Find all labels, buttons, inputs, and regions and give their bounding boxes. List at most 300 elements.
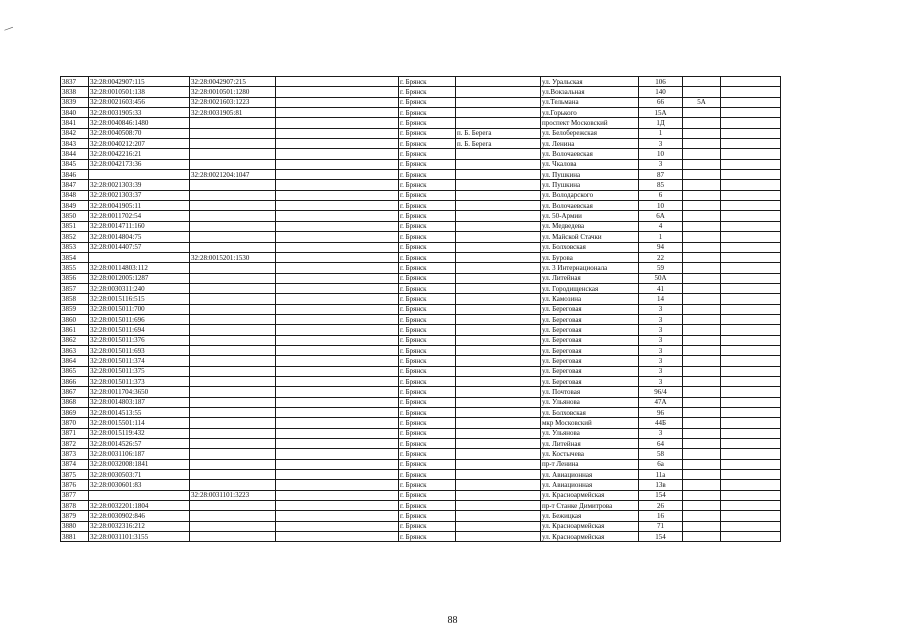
- house-number-cell: 26: [639, 501, 683, 511]
- row-number: 3838: [61, 87, 89, 97]
- cadastral-number-building: [190, 232, 276, 242]
- blank-cell-end: [721, 449, 781, 459]
- table-row: [61, 449, 781, 459]
- table-row: [61, 490, 781, 500]
- blank-cell-end: [721, 159, 781, 169]
- street-cell: мкр Московский: [541, 418, 639, 428]
- cadastral-number-building: [190, 221, 276, 231]
- house-number-cell: 94: [639, 242, 683, 252]
- blank-cell: [276, 263, 399, 273]
- house-number-cell: 1: [639, 128, 683, 138]
- street-cell: ул. 50-Армии: [541, 211, 639, 221]
- settlement-cell: [456, 211, 541, 221]
- city-cell: г. Брянск: [399, 397, 456, 407]
- cadastral-number: 32:28:0015011:694: [89, 325, 190, 335]
- blank-cell-end: [721, 232, 781, 242]
- row-number: 3841: [61, 118, 89, 128]
- city-cell: г. Брянск: [399, 221, 456, 231]
- street-cell: проспект Московский: [541, 118, 639, 128]
- house-number-cell: 14: [639, 294, 683, 304]
- settlement-cell: [456, 356, 541, 366]
- blank-cell: [276, 325, 399, 335]
- street-cell: ул.Горького: [541, 108, 639, 118]
- house-number-cell: 13в: [639, 480, 683, 490]
- blank-cell: [276, 170, 399, 180]
- blank-cell: [276, 128, 399, 138]
- row-number: 3839: [61, 97, 89, 107]
- blank-cell: [276, 408, 399, 418]
- building-cell: [683, 108, 721, 118]
- blank-cell-end: [721, 439, 781, 449]
- street-cell: ул. Авиационная: [541, 470, 639, 480]
- building-cell: [683, 252, 721, 262]
- row-number: 3861: [61, 325, 89, 335]
- city-cell: г. Брянск: [399, 521, 456, 531]
- city-cell: г. Брянск: [399, 428, 456, 438]
- cadastral-number-building: [190, 366, 276, 376]
- house-number-cell: 6а: [639, 459, 683, 469]
- street-cell: ул. Костычева: [541, 449, 639, 459]
- settlement-cell: [456, 511, 541, 521]
- settlement-cell: [456, 449, 541, 459]
- cadastral-number-building: [190, 356, 276, 366]
- street-cell: ул. Чкалова: [541, 159, 639, 169]
- row-number: 3863: [61, 345, 89, 355]
- settlement-cell: [456, 521, 541, 531]
- cadastral-number-building: [190, 501, 276, 511]
- settlement-cell: п. Б. Берега: [456, 139, 541, 149]
- house-number-cell: 64: [639, 439, 683, 449]
- building-cell: [683, 139, 721, 149]
- house-number-cell: 3: [639, 314, 683, 324]
- row-number: 3851: [61, 221, 89, 231]
- settlement-cell: [456, 428, 541, 438]
- building-cell: [683, 201, 721, 211]
- blank-cell: [276, 211, 399, 221]
- cadastral-number: 32:28:0031106:187: [89, 449, 190, 459]
- settlement-cell: [456, 283, 541, 293]
- city-cell: г. Брянск: [399, 263, 456, 273]
- cadastral-number: 32:28:00114803:112: [89, 263, 190, 273]
- house-number-cell: 3: [639, 335, 683, 345]
- city-cell: г. Брянск: [399, 532, 456, 542]
- settlement-cell: [456, 149, 541, 159]
- cadastral-number-building: [190, 263, 276, 273]
- city-cell: г. Брянск: [399, 449, 456, 459]
- building-cell: [683, 490, 721, 500]
- street-cell: ул. Бурова: [541, 252, 639, 262]
- building-cell: 5А: [683, 97, 721, 107]
- blank-cell: [276, 242, 399, 252]
- blank-cell-end: [721, 490, 781, 500]
- row-number: 3875: [61, 470, 89, 480]
- street-cell: ул. Болховская: [541, 242, 639, 252]
- blank-cell-end: [721, 408, 781, 418]
- blank-cell: [276, 283, 399, 293]
- settlement-cell: [456, 366, 541, 376]
- blank-cell: [276, 190, 399, 200]
- table-row: [61, 190, 781, 200]
- house-number-cell: 154: [639, 532, 683, 542]
- blank-cell-end: [721, 501, 781, 511]
- street-cell: ул. Береговая: [541, 325, 639, 335]
- street-cell: ул. Володарского: [541, 190, 639, 200]
- settlement-cell: [456, 335, 541, 345]
- table-row: [61, 325, 781, 335]
- blank-cell: [276, 180, 399, 190]
- settlement-cell: [456, 470, 541, 480]
- cadastral-number: [89, 170, 190, 180]
- blank-cell-end: [721, 325, 781, 335]
- settlement-cell: [456, 221, 541, 231]
- blank-cell: [276, 387, 399, 397]
- table-row: [61, 501, 781, 511]
- blank-cell-end: [721, 480, 781, 490]
- row-number: 3869: [61, 408, 89, 418]
- city-cell: г. Брянск: [399, 511, 456, 521]
- blank-cell: [276, 108, 399, 118]
- house-number-cell: 87: [639, 170, 683, 180]
- table-row: [61, 87, 781, 97]
- city-cell: г. Брянск: [399, 294, 456, 304]
- city-cell: г. Брянск: [399, 190, 456, 200]
- blank-cell: [276, 366, 399, 376]
- row-number: 3879: [61, 511, 89, 521]
- cadastral-number-building: [190, 345, 276, 355]
- row-number: 3855: [61, 263, 89, 273]
- blank-cell-end: [721, 263, 781, 273]
- cadastral-number-building: [190, 201, 276, 211]
- cadastral-number-building: [190, 439, 276, 449]
- cadastral-number: 32:28:0015011:693: [89, 345, 190, 355]
- table-row: [61, 428, 781, 438]
- row-number: 3866: [61, 376, 89, 386]
- house-number-cell: 85: [639, 180, 683, 190]
- building-cell: [683, 314, 721, 324]
- blank-cell: [276, 304, 399, 314]
- city-cell: г. Брянск: [399, 273, 456, 283]
- building-cell: [683, 532, 721, 542]
- blank-cell: [276, 118, 399, 128]
- blank-cell-end: [721, 283, 781, 293]
- row-number: 3873: [61, 449, 89, 459]
- house-number-cell: 96/4: [639, 387, 683, 397]
- blank-cell: [276, 480, 399, 490]
- blank-cell: [276, 356, 399, 366]
- blank-cell-end: [721, 387, 781, 397]
- cadastral-number: 32:28:0040212:207: [89, 139, 190, 149]
- table-row: [61, 128, 781, 138]
- city-cell: г. Брянск: [399, 387, 456, 397]
- table-row: [61, 221, 781, 231]
- street-cell: ул. Литейная: [541, 273, 639, 283]
- cadastral-number: 32:28:0015119:432: [89, 428, 190, 438]
- cadastral-number: 32:28:0015011:375: [89, 366, 190, 376]
- building-cell: [683, 190, 721, 200]
- settlement-cell: [456, 439, 541, 449]
- street-cell: ул. Литейная: [541, 439, 639, 449]
- settlement-cell: п. Б. Берега: [456, 128, 541, 138]
- blank-cell: [276, 397, 399, 407]
- row-number: 3845: [61, 159, 89, 169]
- registry-rows: [61, 77, 781, 542]
- cadastral-number: 32:28:0021603:456: [89, 97, 190, 107]
- cadastral-number: 32:28:0011704:3650: [89, 387, 190, 397]
- street-cell: ул. Береговая: [541, 335, 639, 345]
- cadastral-number: 32:28:0021303:39: [89, 180, 190, 190]
- row-number: 3854: [61, 252, 89, 262]
- cadastral-number-building: [190, 470, 276, 480]
- house-number-cell: 15А: [639, 108, 683, 118]
- street-cell: ул. Волочаевская: [541, 149, 639, 159]
- row-number: 3848: [61, 190, 89, 200]
- table-row: [61, 408, 781, 418]
- building-cell: [683, 232, 721, 242]
- cadastral-number: 32:28:0041905:11: [89, 201, 190, 211]
- city-cell: г. Брянск: [399, 480, 456, 490]
- house-number-cell: 3: [639, 376, 683, 386]
- building-cell: [683, 480, 721, 490]
- street-cell: ул. Волочаевская: [541, 201, 639, 211]
- row-number: 3859: [61, 304, 89, 314]
- table-row: [61, 366, 781, 376]
- settlement-cell: [456, 108, 541, 118]
- blank-cell-end: [721, 190, 781, 200]
- table-row: [61, 108, 781, 118]
- street-cell: ул. Береговая: [541, 356, 639, 366]
- blank-cell-end: [721, 314, 781, 324]
- table-row: [61, 273, 781, 283]
- street-cell: ул. Болховская: [541, 408, 639, 418]
- street-cell: ул.Вокзальная: [541, 87, 639, 97]
- street-cell: ул. Береговая: [541, 345, 639, 355]
- blank-cell: [276, 521, 399, 531]
- building-cell: [683, 263, 721, 273]
- cadastral-number-building: [190, 294, 276, 304]
- cadastral-number-building: [190, 387, 276, 397]
- settlement-cell: [456, 190, 541, 200]
- cadastral-number: 32:28:0014803:187: [89, 397, 190, 407]
- street-cell: ул. Ульянова: [541, 397, 639, 407]
- row-number: 3856: [61, 273, 89, 283]
- blank-cell-end: [721, 459, 781, 469]
- settlement-cell: [456, 170, 541, 180]
- cadastral-number-building: [190, 459, 276, 469]
- house-number-cell: 16: [639, 511, 683, 521]
- blank-cell: [276, 345, 399, 355]
- street-cell: ул. Ленина: [541, 139, 639, 149]
- blank-cell-end: [721, 211, 781, 221]
- table-row: [61, 139, 781, 149]
- street-cell: ул. Майской Стачки: [541, 232, 639, 242]
- row-number: 3850: [61, 211, 89, 221]
- row-number: 3881: [61, 532, 89, 542]
- scan-corner-mark: [4, 23, 13, 33]
- settlement-cell: [456, 232, 541, 242]
- city-cell: г. Брянск: [399, 470, 456, 480]
- row-number: 3874: [61, 459, 89, 469]
- building-cell: [683, 366, 721, 376]
- settlement-cell: [456, 490, 541, 500]
- settlement-cell: [456, 87, 541, 97]
- cadastral-number-building: 32:28:0021603:1223: [190, 97, 276, 107]
- building-cell: [683, 428, 721, 438]
- blank-cell: [276, 449, 399, 459]
- cadastral-number-building: [190, 397, 276, 407]
- blank-cell-end: [721, 87, 781, 97]
- settlement-cell: [456, 418, 541, 428]
- cadastral-number: 32:28:0021303:37: [89, 190, 190, 200]
- house-number-cell: 3: [639, 325, 683, 335]
- house-number-cell: 4: [639, 221, 683, 231]
- house-number-cell: 106: [639, 77, 683, 87]
- settlement-cell: [456, 345, 541, 355]
- settlement-cell: [456, 314, 541, 324]
- city-cell: г. Брянск: [399, 418, 456, 428]
- building-cell: [683, 170, 721, 180]
- house-number-cell: 41: [639, 283, 683, 293]
- cadastral-number-building: 32:28:0021204:1047: [190, 170, 276, 180]
- building-cell: [683, 294, 721, 304]
- table-row: [61, 356, 781, 366]
- cadastral-number: 32:28:0030902:846: [89, 511, 190, 521]
- row-number: 3847: [61, 180, 89, 190]
- building-cell: [683, 211, 721, 221]
- table-row: [61, 77, 781, 87]
- table-row: [61, 97, 781, 107]
- house-number-cell: 47А: [639, 397, 683, 407]
- blank-cell: [276, 439, 399, 449]
- building-cell: [683, 304, 721, 314]
- street-cell: ул. Бежицкая: [541, 511, 639, 521]
- house-number-cell: 6А: [639, 211, 683, 221]
- table-row: [61, 294, 781, 304]
- blank-cell-end: [721, 335, 781, 345]
- table-row: [61, 283, 781, 293]
- cadastral-number: [89, 490, 190, 500]
- settlement-cell: [456, 180, 541, 190]
- city-cell: г. Брянск: [399, 439, 456, 449]
- cadastral-number-building: [190, 190, 276, 200]
- city-cell: г. Брянск: [399, 376, 456, 386]
- blank-cell-end: [721, 273, 781, 283]
- city-cell: г. Брянск: [399, 108, 456, 118]
- blank-cell-end: [721, 397, 781, 407]
- city-cell: г. Брянск: [399, 325, 456, 335]
- settlement-cell: [456, 263, 541, 273]
- blank-cell: [276, 149, 399, 159]
- cadastral-number: 32:28:0014407:57: [89, 242, 190, 252]
- house-number-cell: 3: [639, 428, 683, 438]
- city-cell: г. Брянск: [399, 77, 456, 87]
- table-row: [61, 345, 781, 355]
- house-number-cell: 59: [639, 263, 683, 273]
- street-cell: ул. 3 Интернационала: [541, 263, 639, 273]
- city-cell: г. Брянск: [399, 335, 456, 345]
- settlement-cell: [456, 532, 541, 542]
- cadastral-number-building: [190, 128, 276, 138]
- street-cell: ул. Городищенская: [541, 283, 639, 293]
- row-number: 3840: [61, 108, 89, 118]
- blank-cell-end: [721, 252, 781, 262]
- building-cell: [683, 501, 721, 511]
- settlement-cell: [456, 97, 541, 107]
- city-cell: г. Брянск: [399, 149, 456, 159]
- blank-cell-end: [721, 118, 781, 128]
- cadastral-number: 32:28:0012005:1287: [89, 273, 190, 283]
- cadastral-number-building: [190, 304, 276, 314]
- house-number-cell: 3: [639, 345, 683, 355]
- city-cell: г. Брянск: [399, 170, 456, 180]
- cadastral-number: 32:28:0042216:21: [89, 149, 190, 159]
- table-row: [61, 314, 781, 324]
- house-number-cell: 6: [639, 190, 683, 200]
- settlement-cell: [456, 118, 541, 128]
- street-cell: ул.Тельмана: [541, 97, 639, 107]
- cadastral-number: 32:28:0015011:696: [89, 314, 190, 324]
- city-cell: г. Брянск: [399, 345, 456, 355]
- blank-cell-end: [721, 376, 781, 386]
- cadastral-number: 32:28:0030311:240: [89, 283, 190, 293]
- blank-cell: [276, 221, 399, 231]
- cadastral-number: 32:28:0031101:3155: [89, 532, 190, 542]
- row-number: 3867: [61, 387, 89, 397]
- building-cell: [683, 283, 721, 293]
- building-cell: [683, 345, 721, 355]
- blank-cell: [276, 490, 399, 500]
- cadastral-number: 32:28:0030503:71: [89, 470, 190, 480]
- blank-cell-end: [721, 149, 781, 159]
- blank-cell: [276, 87, 399, 97]
- table-row: [61, 149, 781, 159]
- building-cell: [683, 77, 721, 87]
- cadastral-number-building: [190, 449, 276, 459]
- blank-cell-end: [721, 304, 781, 314]
- table-row: [61, 387, 781, 397]
- building-cell: [683, 325, 721, 335]
- row-number: 3876: [61, 480, 89, 490]
- blank-cell-end: [721, 356, 781, 366]
- settlement-cell: [456, 159, 541, 169]
- row-number: 3862: [61, 335, 89, 345]
- cadastral-number-building: [190, 314, 276, 324]
- cadastral-number: 32:28:0030601:83: [89, 480, 190, 490]
- settlement-cell: [456, 294, 541, 304]
- city-cell: г. Брянск: [399, 366, 456, 376]
- table-row: [61, 511, 781, 521]
- settlement-cell: [456, 304, 541, 314]
- city-cell: г. Брянск: [399, 87, 456, 97]
- row-number: 3860: [61, 314, 89, 324]
- blank-cell: [276, 418, 399, 428]
- building-cell: [683, 470, 721, 480]
- city-cell: г. Брянск: [399, 314, 456, 324]
- blank-cell: [276, 232, 399, 242]
- city-cell: г. Брянск: [399, 252, 456, 262]
- cadastral-number: 32:28:0015501:114: [89, 418, 190, 428]
- city-cell: г. Брянск: [399, 159, 456, 169]
- blank-cell: [276, 314, 399, 324]
- street-cell: ул. Красноармейская: [541, 532, 639, 542]
- row-number: 3868: [61, 397, 89, 407]
- house-number-cell: 44Б: [639, 418, 683, 428]
- cadastral-number-building: [190, 118, 276, 128]
- building-cell: [683, 149, 721, 159]
- city-cell: г. Брянск: [399, 356, 456, 366]
- row-number: 3872: [61, 439, 89, 449]
- blank-cell: [276, 252, 399, 262]
- building-cell: [683, 449, 721, 459]
